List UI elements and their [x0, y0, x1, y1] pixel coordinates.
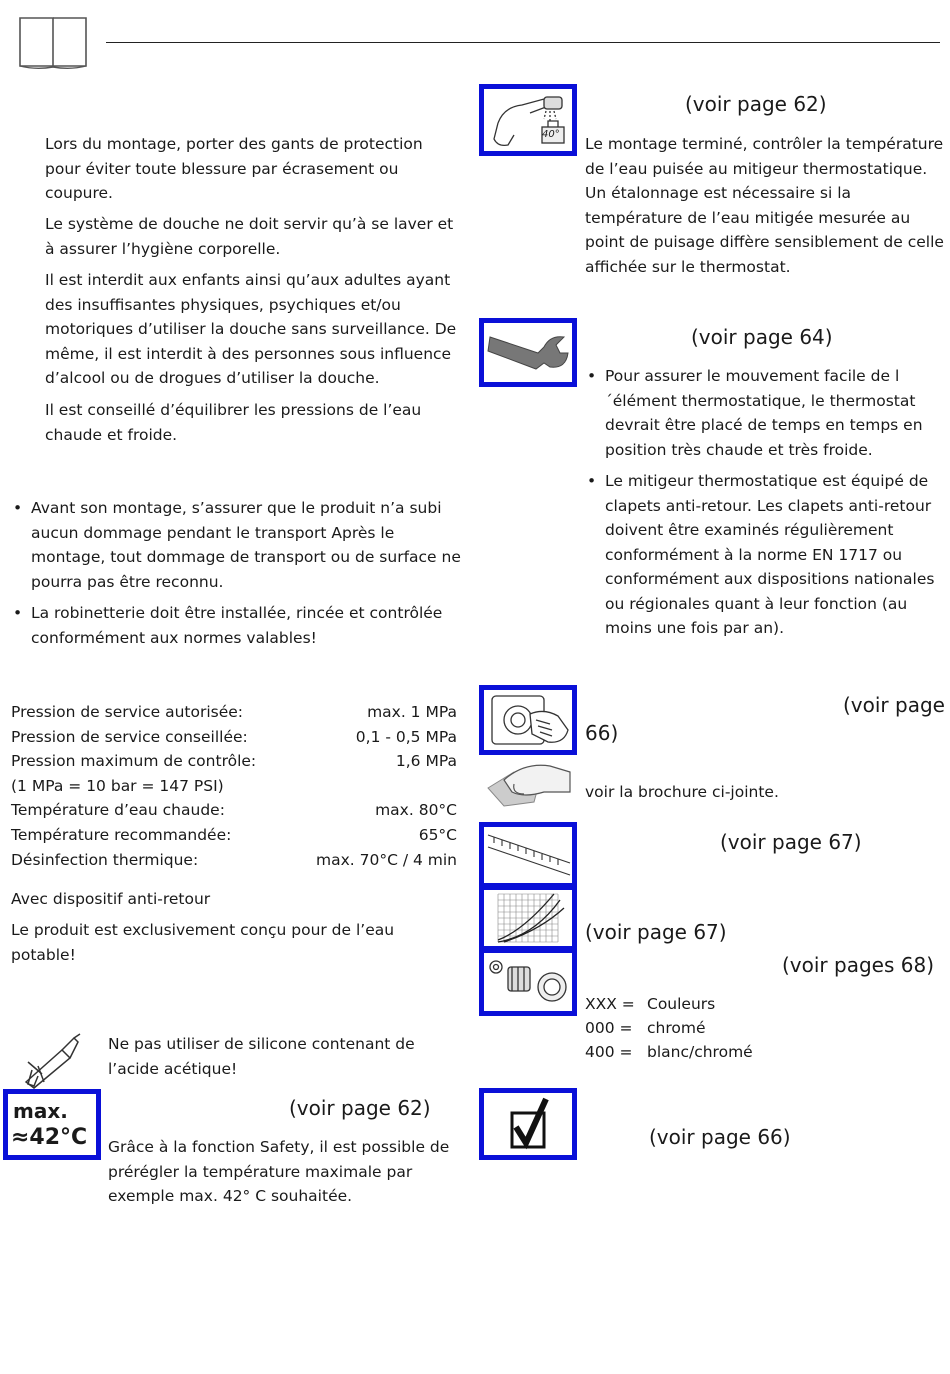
color-code-table	[585, 992, 835, 1064]
maintenance-page-ref: (voir page 64)	[691, 325, 833, 349]
safety-paragraph-2: Le système de douche ne doit servir qu’à se laver et à assurer l’hygiène corporelle.	[45, 215, 454, 258]
parts-page-ref: (voir pages 68)	[782, 953, 934, 977]
cleaning-page-ref-part1: (voir page	[843, 693, 945, 717]
spec-row: Pression de service conseillée: 0,1 - 0,5 MPa	[11, 727, 457, 746]
book-icon	[18, 14, 88, 70]
check-page-ref: (voir page 66)	[649, 1125, 791, 1149]
safety-paragraph-3: Il est interdit aux enfants ainsi qu’aux adultes ayant des insuffisantes physiques, psychiques et/ou motoriques d’utiliser la douche sans surveillance. De même, il est interdit à des personnes sous influence d’alcool ou de drogues d’utiliser la douche.	[45, 271, 457, 387]
cleaning-page-ref-part2: 66)	[585, 721, 619, 745]
spec-row: Désinfection thermique: max. 70°C / 4 min	[11, 850, 457, 869]
cleaning-hand-icon	[479, 685, 577, 755]
cleaning-cloth-icon	[484, 758, 572, 810]
checkmark-icon	[479, 1088, 577, 1160]
max-badge-line1: max.	[13, 1099, 68, 1123]
list-item: • La robinetterie doit être installée, rincée et contrôlée conformément aux normes valables!	[11, 601, 461, 650]
spare-parts-icon	[479, 948, 577, 1016]
thermometer-calibration-icon	[479, 84, 577, 156]
header-rule	[106, 42, 940, 43]
list-item: • Pour assurer le mouvement facile de l´élément thermostatique, le thermostat devrait être placé de temps en temps en position très chaude et très froide.	[585, 364, 940, 462]
spec-row: Température d’eau chaude: max. 80°C	[11, 801, 457, 820]
dimensions-ruler-icon	[479, 822, 577, 888]
wrench-icon	[479, 318, 577, 387]
color-code-row: XXX = Couleurs	[585, 995, 716, 1013]
diagram-page-ref: (voir page 67)	[585, 920, 727, 944]
silicone-gun-icon	[22, 1032, 84, 1090]
silicone-warning: Ne pas utiliser de silicone contenant de l’acide acétique!	[108, 1035, 415, 1078]
calibration-text: Le montage terminé, contrôler la température de l’eau puisée au mitigeur thermostatique. Un étalonnage est nécessaire si la température de l’eau mitigée mesurée au point de puisage diffère sensiblement de celle affichée sur le thermostat.	[585, 135, 944, 276]
max-badge-line2: ≈42°C	[11, 1125, 88, 1150]
specs-table	[11, 700, 457, 872]
calibration-page-ref: (voir page 62)	[685, 92, 827, 116]
color-code-row: 400 = blanc/chromé	[585, 1043, 753, 1061]
safety-paragraph-4: Il est conseillé d’équilibrer les pressions de l’eau chaude et froide.	[45, 401, 422, 444]
spec-row: Température recommandée: 65°C	[11, 825, 457, 844]
list-item: • Avant son montage, s’assurer que le produit n’a subi aucun dommage pendant le transport Après le montage, tout dommage de transport ou de surface ne pourra pas être reconnu.	[11, 496, 461, 594]
list-item: • Le mitigeur thermostatique est équipé de clapets anti-retour. Les clapets anti-retour doivent être examinés régulièrement conformément à la norme EN 1717 ou conformément aux dispositions nationales ou régionales quant à leur fonction (au moins une fois par an).	[585, 469, 940, 641]
install-bullet-list	[11, 496, 461, 657]
cleaning-text: voir la brochure ci-jointe.	[585, 783, 779, 801]
potable-note: Le produit est exclusivement conçu pour de l’eau potable!	[11, 921, 395, 964]
color-code-row: 000 = chromé	[585, 1019, 706, 1037]
safety-function-text: Grâce à la fonction Safety, il est possible de prérégler la température maximale par exemple max. 42° C souhaitée.	[108, 1138, 450, 1205]
spec-row: Pression maximum de contrôle: 1,6 MPa	[11, 752, 457, 771]
max-temperature-badge	[3, 1089, 101, 1160]
spec-row: (1 MPa = 10 bar = 147 PSI)	[11, 776, 224, 795]
anti-retour-note: Avec dispositif anti-retour	[11, 890, 211, 908]
safety-paragraph-1: Lors du montage, porter des gants de protection pour éviter toute blessure par écrasement ou coupure.	[45, 135, 423, 202]
safety-page-ref: (voir page 62)	[289, 1096, 431, 1120]
flow-diagram-icon	[479, 885, 577, 951]
maintenance-bullet-list	[585, 364, 940, 648]
dimensions-page-ref: (voir page 67)	[720, 830, 862, 854]
spec-row: Pression de service autorisée: max. 1 MPa	[11, 703, 457, 721]
thermometer-readout: 40°	[542, 129, 560, 140]
